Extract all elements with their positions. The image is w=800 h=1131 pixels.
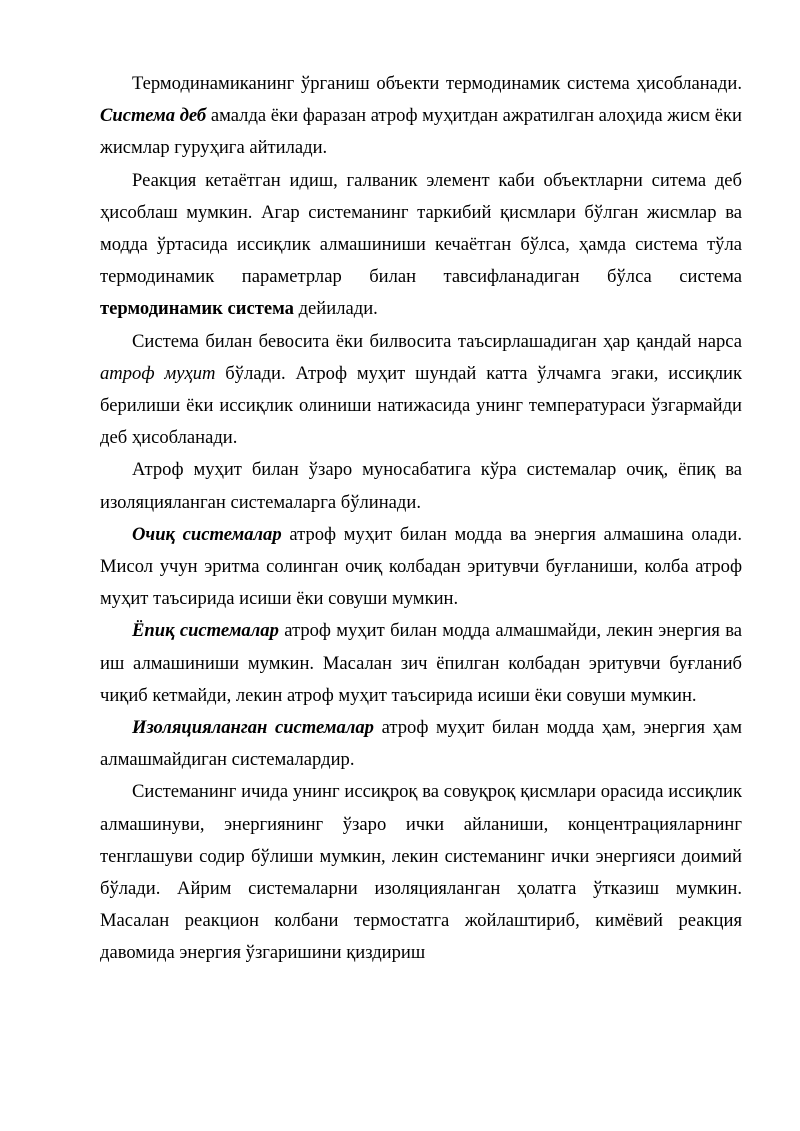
document-page (100, 68, 742, 970)
text-run: Системанинг ичида унинг иссиқроқ ва совуқроқ қисмлари орасида иссиқлик алмашинуви, энергиянинг ўзаро ички айланиши, концентрацияларнинг тенглашуви содир бўлиши мумкин, лекин системанинг ички энергияси доимий бўлади. Айрим системаларни изоляцияланган ҳолатга ўтказиш мумкин. Масалан реакцион колбани термостатга жойлаштириб, кимёвий реакция давомида энергия ўзгаришини қиздириш (100, 781, 742, 964)
term-open-systems: Очиқ системалар (132, 523, 282, 545)
paragraph-internal-exchange (100, 776, 742, 969)
text-run: атроф муҳит билан модда ва энергия алмашина олади. Мисол учун эритма солинган очиқ колбадан эритувчи буғланиши, колба атроф муҳит таъсирида исиши ёки совуши мумкин. (100, 523, 742, 610)
text-run: дейилади. (293, 298, 378, 320)
text-run: атроф муҳит билан модда ҳам, энергия ҳам алмашмайдиган системалардир. (100, 717, 742, 771)
paragraph-system-types (100, 454, 742, 518)
text-run: бўлади. Атроф муҳит шундай катта ўлчамга эгаки, иссиқлик берилиши ёки иссиқлик олиниши натижасида унинг температураси ўзгармайди деб ҳисобланади. (100, 362, 742, 449)
text-run: Атроф муҳит билан ўзаро муносабатига кўра системалар очиқ, ёпиқ ва изоляцияланган системаларга бўлинади. (100, 459, 742, 513)
paragraph-closed-systems (100, 615, 742, 712)
text-run: амалда ёки фаразан атроф муҳитдан ажратилган алоҳида жисм ёки жисмлар гуруҳига айтилади. (100, 105, 742, 159)
text-run: Термодинамиканинг ўрганиш объекти термодинамик система ҳисобланади. (132, 73, 742, 94)
term-thermodynamic-system: термодинамик система (100, 298, 294, 320)
term-environment: атроф муҳит (100, 362, 216, 384)
paragraph-environment (100, 326, 742, 455)
paragraph-isolated-systems (100, 712, 742, 776)
text-run: атроф муҳит билан модда алмашмайди, лекин энергия ва иш алмашиниши мумкин. Масалан зич ёпилган колбадан эритувчи буғланиб чиқиб кетмайди, лекин атроф муҳит таъсирида исиши ёки совуши мумкин. (100, 620, 743, 706)
paragraph-open-systems (100, 519, 742, 616)
term-system: Система деб (100, 105, 207, 127)
paragraph-thermodynamic-system (100, 165, 742, 326)
text-run: Система билан бевосита ёки билвосита таъсирлашадиган ҳар қандай нарса (132, 330, 742, 352)
text-run: Реакция кетаётган идиш, галваник элемент каби объектларни ситема деб ҳисоблаш мумкин. Агар системанинг таркибий қисмлари бўлган жисмлар ва модда ўртасида иссиқлик алмашиниши кечаётган бўлса, ҳамда система тўла термодинамик параметрлар билан тавсифланадиган бўлса система (100, 169, 742, 288)
term-closed-systems: Ёпиқ системалар (132, 620, 279, 642)
term-isolated-systems: Изоляцияланган системалар (132, 717, 374, 739)
paragraph-system-definition (100, 68, 742, 165)
